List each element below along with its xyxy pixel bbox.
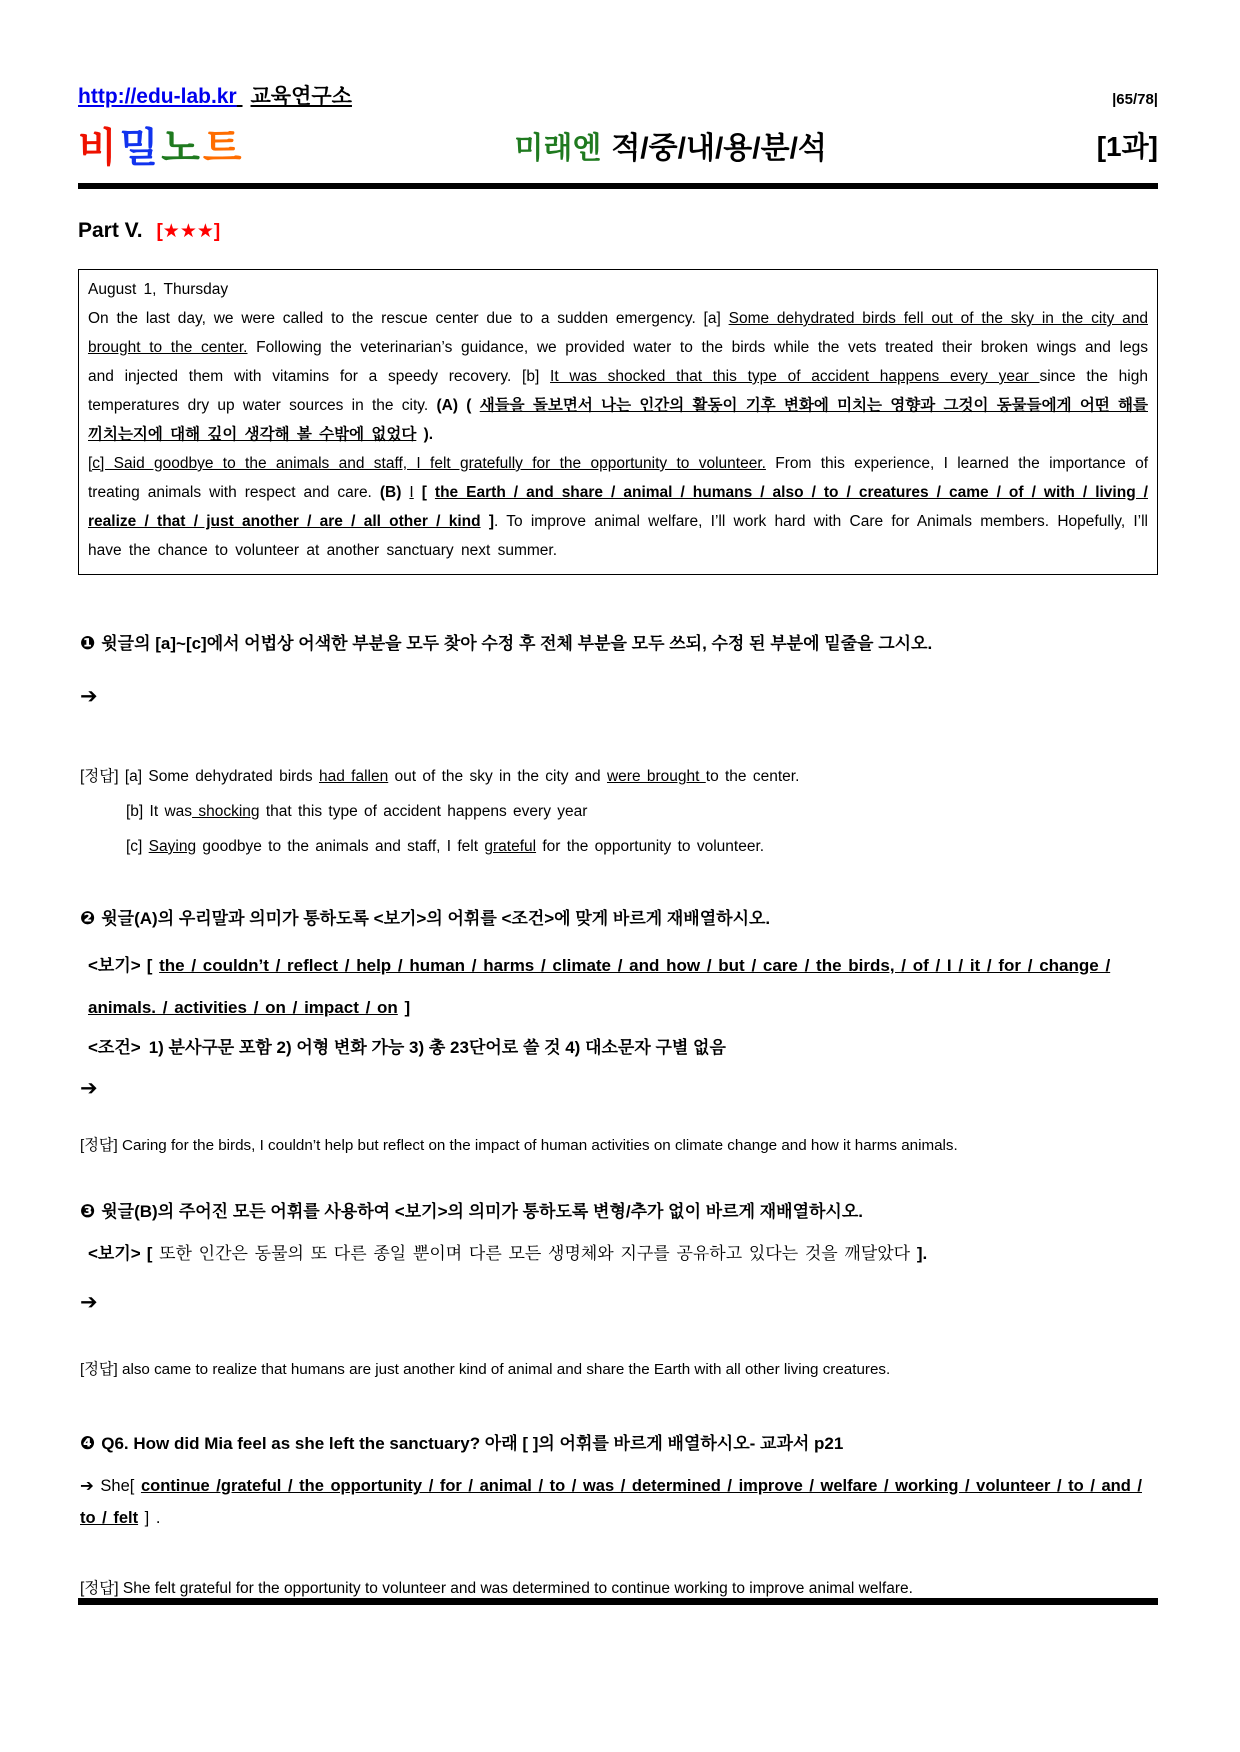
passage-paragraph-1: On the last day, we were called to the rescue center due to a sudden emergency. [a] Some dehydrated birds fell out of the sky in the city and brought to the center. Following the veterinarian’s guidance, we provided water to the birds while the vets treated their broken wings and legs and injected them with vitamins for a speedy recovery. [b] It was shocked that this type of accident happens every year since the high temperatures dry up water sources in the city. (A) ( 새들을 돌보면서 나는 인간의 활동이 기후 변화에 미치는 영향과 그것이 동물들에게 어떤 해를 끼치는지에 대해 깊이 생각해 볼 수밖에 없었다 ). [88,310,1148,443]
question-2-answer: [정답] Caring for the birds, I couldn’t help but reflect on the impact of human activities on climate change and how it harms animals. [80,1137,958,1154]
bogi-words: [ the / couldn’t / reflect / help / human / harms / climate / and how / but / care / the birds, / of / I / it / for / change / animals. / activities / on / impact / on ] [88,956,1111,1017]
question-2-number: ❷ [80,908,96,928]
header-rule [78,183,1158,189]
part-label: Part V. [78,219,143,242]
question-1-text: 윗글의 [a]~[c]에서 어법상 어색한 부분을 모두 찾아 수정 후 전체 부분을 모두 쓰되, 수정 된 부분에 밑줄을 그시오. [101,634,933,653]
question-4 [78,1431,1158,1604]
question-3 [78,1199,1158,1385]
question-1-prompt [80,631,1158,656]
site-group [78,80,352,110]
answer-line-b: [b] It was shocking that this type of accident happens every year [126,803,588,820]
title-text: 적/중/내/용/분/석 [611,131,827,165]
question-2-conditions [80,1033,1158,1058]
answer-arrow-icon: ➔ [80,685,98,708]
bogi-sentence: [ 또한 인간은 동물의 또 다른 종일 뿐이며 다른 모든 생명체와 지구를 공유하고 있다는 것을 깨달았다 ]. [146,1244,928,1263]
question-3-hint [80,1234,1158,1274]
question-3-number: ❸ [80,1201,96,1221]
jogeon-text: 1) 분사구문 포함 2) 어형 변화 가능 3) 총 23단어로 쓸 것 4) 대소문자 구별 없음 [148,1038,726,1057]
secret-note-logo: 비밀노트 [78,126,245,170]
footer-rule [78,1598,1158,1605]
answer-arrow-icon: ➔ [80,1291,98,1314]
answer-line-c: [c] Saying goodbye to the animals and staff, I felt grateful for the opportunity to volunteer. [126,838,765,855]
answer-line-a: [정답] [a] Some dehydrated birds had fallen out of the sky in the city and were brought to the center. [80,768,800,785]
site-url-link[interactable]: http://edu-lab.kr [78,85,237,108]
question-1-number: ❶ [80,633,96,653]
question-4-number: ❹ [80,1433,96,1453]
question-3-text: 윗글(B)의 주어진 모든 어휘를 사용하여 <보기>의 의미가 통하도록 변형/추가 없이 바르게 재배열하시오. [101,1202,863,1221]
question-2-prompt [80,906,1158,931]
question-3-prompt [80,1199,1158,1224]
header-title [78,116,1158,173]
bogi-label: <보기> [88,956,141,975]
passage-date-line: August 1, Thursday [88,281,229,298]
question-4-arrange-line: ➔ She[ continue /grateful / the opportunity / for / animal / to / was / determined / improve / welfare / working / volunteer / to / and / to / felt ] . [80,1477,1142,1527]
question-4-answer: [정답] She felt grateful for the opportunity to volunteer and was determined to continue working to improve animal welfare. [80,1580,913,1597]
jogeon-label: <조건> [88,1038,141,1057]
question-2 [78,906,1158,1161]
question-3-answer: [정답] also came to realize that humans are just another kind of animal and share the Earth with all other living creatures. [80,1361,891,1378]
site-name: 교육연구소 [250,85,352,108]
passage-paragraph-2: [c] Said goodbye to the animals and staff, I felt gratefully for the opportunity to volunteer. From this experience, I learned the importance of treating animals with respect and care. (B) I [ the Earth / and share / animal / humans / also / to / creatures / came / of / with / living / realize / that / just another / are / all other / kind ]. To improve animal welfare, I’ll work hard with Care for Animals members. Hopefully, I’ll have the chance to volunteer at another sanctuary next summer. [88,455,1149,559]
question-2-text: 윗글(A)의 우리말과 의미가 통하도록 <보기>의 어휘를 <조건>에 맞게 바르게 재배열하시오. [101,909,771,928]
part-heading [78,219,1158,243]
question-4-text: Q6. How did Mia feel as she left the sanctuary? 아래 [ ]의 어휘를 바르게 배열하시오- 교과서 p21 [101,1434,844,1453]
question-1-answer-block [80,759,1158,864]
bogi-label: <보기> [88,1244,141,1263]
unit-label: [1과] [1096,130,1158,162]
part-stars: [★★★] [156,221,221,242]
document-title [245,123,1097,167]
question-4-prompt [80,1431,1158,1456]
brand-name: 미래엔 [514,131,602,165]
question-1 [78,631,1158,864]
page-indicator: |65/78| [1112,91,1158,108]
answer-arrow-icon: ➔ [80,1077,98,1100]
passage-box [78,269,1158,575]
header-top [78,0,1158,110]
question-2-word-bank [80,945,1158,1029]
